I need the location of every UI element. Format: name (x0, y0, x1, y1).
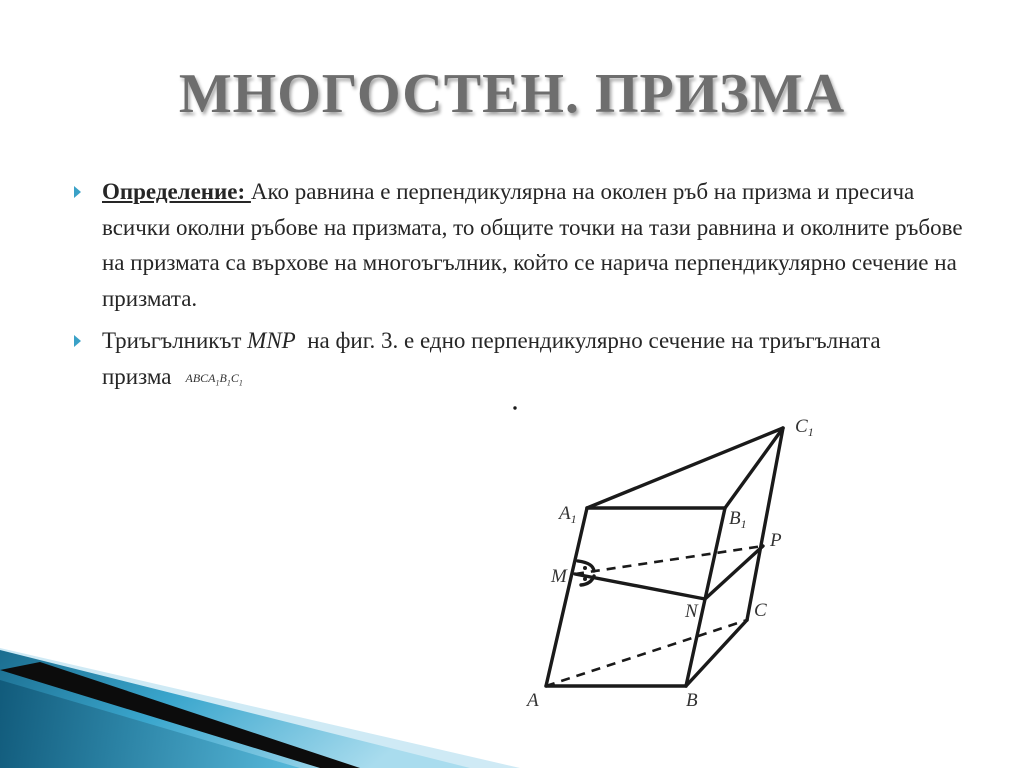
bullet-example (70, 323, 970, 400)
label-A: A (527, 690, 539, 711)
prism-figure (515, 408, 814, 711)
label-N: N (685, 601, 698, 622)
right-angle-dot-upper (583, 566, 587, 570)
slide-title: МНОГОСТЕН. ПРИЗМА (178, 63, 846, 125)
label-M: M (551, 566, 567, 587)
prism-formula: $ABCA_1B_1C_1$ (185, 370, 243, 387)
decorative-corner-ribbon (0, 640, 520, 768)
triangle-name: MNP (247, 328, 296, 353)
label-A1: $A_1$ (559, 503, 577, 526)
bullet-arrow-icon (74, 335, 81, 347)
bullet-arrow-icon (74, 186, 81, 198)
label-B: B (686, 690, 698, 711)
label-P: P (770, 530, 782, 551)
label-C: C (754, 600, 767, 621)
bullet-definition (70, 174, 970, 316)
label-C1: $C_1$ (795, 416, 814, 439)
example-prefix: Триъгълникът (102, 328, 248, 353)
right-angle-dot-lower (583, 577, 587, 581)
edge-A-A1 (546, 508, 587, 686)
label-B1: $B_1$ (729, 508, 747, 531)
definition-text: Ако равнина е перпендикулярна на околен ръб на призма и пресича всички околни ръбове на призмата, то общите точки на тази равнина и околните ръбове на призмата са върхове на многоъгълник, който се нарича перпендикулярно сечение на призмата. (102, 179, 963, 311)
edge-C-C1 (747, 428, 783, 620)
slide-content (70, 174, 970, 400)
definition-term: Определение: (102, 179, 251, 204)
example-suffix: на фиг. 3. е едно перпендикулярно сечение на триъгълната призма (102, 328, 887, 389)
